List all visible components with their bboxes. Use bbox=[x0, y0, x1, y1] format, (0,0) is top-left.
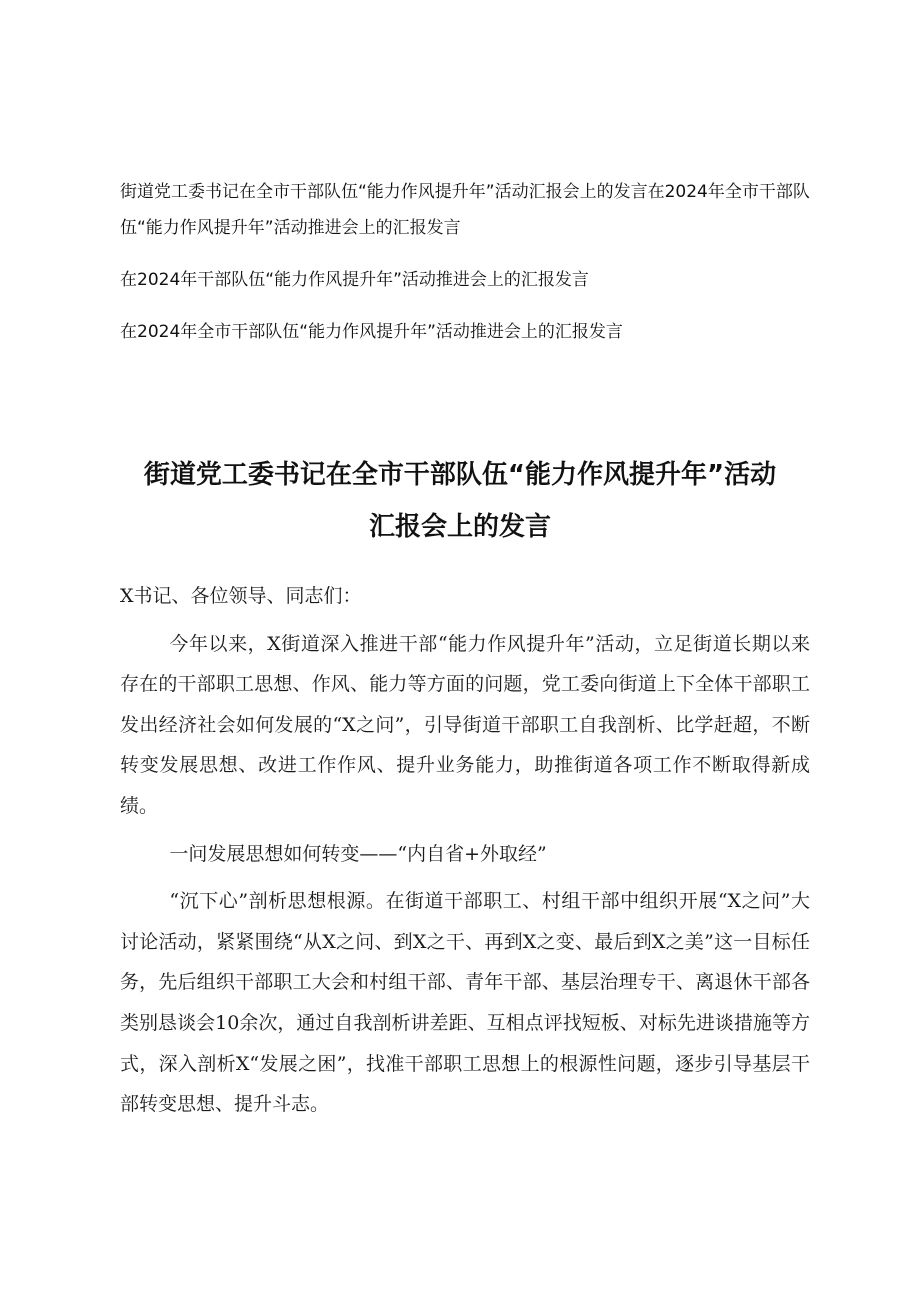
paragraph-section-1: “沉下心”剖析思想根源。在街道干部职工、村组干部中组织开展“X之问”大讨论活动，紧紧围绕“从X之问、到X之干、再到X之变、最后到X之美”这一目标任务，先后组织干部职工大会和村组干部、青年干部、基层治理专干、离退休干部各类别恳谈会10余次，通过自我剖析讲差距、互相点评找短板、对标先进谈措施等方式，深入剖析X“发展之困”，找准干部职工思想上的根源性问题，逐步引导基层干部转变思想、提升斗志。 bbox=[120, 890, 810, 1116]
article-body bbox=[120, 576, 810, 1132]
paragraph-intro: 今年以来，X街道深入推进干部“能力作风提升年”活动，立足街道长期以来存在的干部职工思想、作风、能力等方面的问题，党工委向街道上下全体干部职工发出经济社会如何发展的“X之问”，引导街道干部职工自我剖析、比学赶超，不断转变发展思想、改进工作作风、提升业务能力，助推街道各项工作不断取得新成绩。 bbox=[120, 632, 810, 817]
table-of-contents bbox=[120, 174, 820, 350]
toc-item-3: 在2024年全市干部队伍“能力作风提升年”活动推进会上的汇报发言 bbox=[120, 322, 623, 342]
salutation: X书记、各位领导、同志们： bbox=[120, 585, 362, 607]
section-heading: 一问发展思想如何转变——“内自省+外取经” bbox=[169, 842, 547, 865]
toc-item-2: 在2024年干部队伍“能力作风提升年”活动推进会上的汇报发言 bbox=[120, 270, 589, 290]
toc-item-1: 街道党工委书记在全市干部队伍“能力作风提升年”活动汇报会上的发言在2024年全市干部队伍“能力作风提升年”活动推进会上的汇报发言 bbox=[120, 182, 810, 238]
article-title: 街道党工委书记在全市干部队伍“能力作风提升年”活动汇报会上的发言 bbox=[143, 460, 777, 543]
